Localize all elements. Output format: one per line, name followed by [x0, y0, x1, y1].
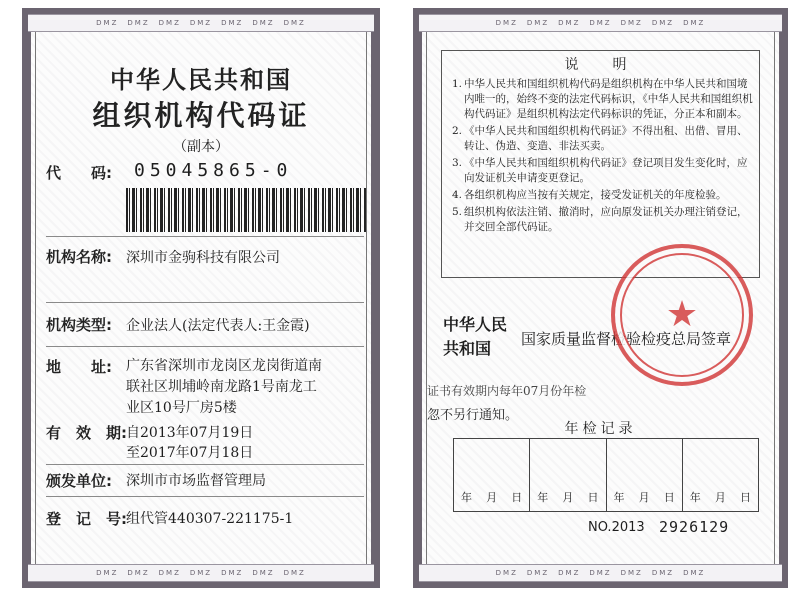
certificate-notes-page: [413, 8, 788, 588]
annual-cell: 年 月 日: [530, 439, 606, 511]
validity-from: 自2013年07月19日: [126, 425, 254, 441]
notes-heading: 说 明: [564, 57, 637, 73]
star-icon: ★: [665, 294, 699, 335]
red-seal-stamp: [611, 244, 753, 386]
validity-to: 至2017年07月18日: [126, 445, 254, 461]
notes-list: [452, 77, 753, 237]
title-country: 中华人民共和国: [110, 66, 292, 94]
code-label: 代 码:: [46, 164, 112, 182]
note-item: 4. 各组织机构应当按有关规定，接受发证机关的年度检验。: [452, 189, 727, 201]
dmz-strip-top: DMZ DMZ DMZ DMZ DMZ DMZ DMZ: [28, 14, 374, 32]
notice-text: 忽不另行通知。: [427, 408, 519, 423]
divider: [46, 346, 364, 347]
type-label: 机构类型:: [46, 316, 112, 334]
validity-label: 有 效 期:: [46, 424, 127, 442]
issuer-country: 中华人民 共和国: [443, 315, 508, 358]
divider: [46, 302, 364, 303]
name-value: 深圳市金驹科技有限公司: [126, 250, 280, 266]
issuer-value: 深圳市市场监督管理局: [126, 473, 266, 489]
notes-box: [441, 50, 760, 278]
copy-label: （副本）: [173, 139, 229, 155]
title-certificate: 组织机构代码证: [92, 99, 310, 132]
registration-value: 组代管440307-221175-1: [126, 511, 294, 527]
annual-inspection-title: 年检记录: [564, 421, 637, 437]
dmz-strip-bottom: DMZ DMZ DMZ DMZ DMZ DMZ DMZ: [419, 564, 782, 582]
annual-cell: 年 月 日: [607, 439, 683, 511]
serial-number: 2926129: [659, 518, 730, 536]
barcode: [126, 188, 366, 232]
annual-cell: 年 月 日: [689, 491, 751, 504]
serial-label: NO.2013: [588, 520, 645, 535]
name-label: 机构名称:: [46, 248, 112, 266]
annual-inspection-table: [453, 438, 759, 512]
note-item: 5. 组织机构依法注销、撤消时，应向原发证机关办理注销登记，并交回全部代码证。: [452, 206, 748, 233]
address-value: [126, 356, 322, 419]
annual-cell: 年 月 日: [454, 439, 530, 511]
address-line: 联社区圳埔岭南龙路1号南龙工: [126, 379, 317, 395]
address-label: 地 址:: [46, 358, 112, 376]
code-value: 05045865-0: [134, 160, 293, 181]
type-value: 企业法人(法定代表人:王金霞): [126, 318, 310, 334]
divider: [46, 464, 364, 465]
issuer-authority: 国家质量监督检验检疫总局签章: [521, 330, 732, 348]
note-item: 3. 《中华人民共和国组织机构代码证》登记项目发生变化时，应向发证机关申请变更登记。: [452, 157, 748, 184]
dmz-strip-top: DMZ DMZ DMZ DMZ DMZ DMZ DMZ: [419, 14, 782, 32]
certificate-copy-page: [22, 8, 380, 588]
address-line: 业区10号厂房5楼: [126, 400, 237, 416]
validity-note: 证书有效期内每年07月份年检: [427, 384, 587, 398]
dmz-strip-bottom: DMZ DMZ DMZ DMZ DMZ DMZ DMZ: [28, 564, 374, 582]
divider: [46, 496, 364, 497]
note-item: 2. 《中华人民共和国组织机构代码证》不得出租、出借、冒用、转让、伪造、变造、非法买卖。: [452, 125, 748, 152]
issuer-label: 颁发单位:: [46, 472, 112, 490]
note-item: 1. 中华人民共和国组织机构代码是组织机构在中华人民共和国境内唯一的，始终不变的法定代码标识，《中华人民共和国组织机构代码证》是组织机构法定代码标识的凭证，分正本和副本。: [452, 78, 753, 120]
registration-label: 登 记 号:: [46, 510, 127, 528]
divider: [46, 236, 364, 237]
address-line: 广东省深圳市龙岗区龙岗街道南: [126, 358, 322, 374]
